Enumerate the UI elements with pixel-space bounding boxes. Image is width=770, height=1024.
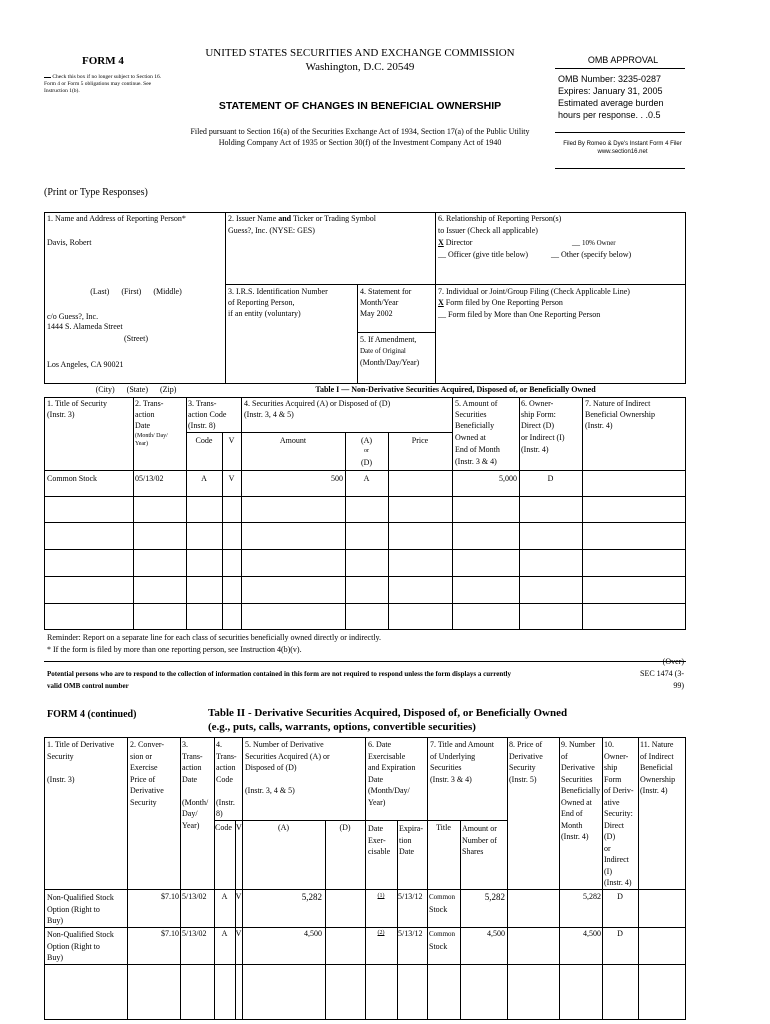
omb-divider	[555, 68, 685, 69]
t2-r1-price[interactable]: $7.10	[161, 892, 179, 901]
t2-r1-date[interactable]: 5/13/02	[182, 892, 207, 901]
one-person-option[interactable]	[438, 298, 563, 307]
t2-c3-l8: Year)	[182, 820, 200, 830]
t2-c10-l10: or	[604, 843, 611, 853]
t1-r1-v[interactable]: V	[228, 474, 235, 483]
t1-vline-code-v	[222, 432, 223, 630]
t2-vline-9	[602, 737, 603, 1020]
t2-c9-l1: 9. Number	[561, 740, 596, 749]
checkbox-note	[44, 74, 164, 95]
hline-box5	[357, 332, 436, 333]
one-person-label: Form filed by One Reporting Person	[445, 298, 563, 307]
t2-r2-exer[interactable]: (2)	[377, 930, 385, 936]
t2-c5-a: (A)	[277, 823, 290, 832]
t2-c3-header	[182, 739, 208, 831]
t2-c7-amount	[462, 823, 497, 858]
t2-c3-l1: 3.	[182, 740, 188, 749]
t2-c10-l6: ative	[604, 797, 620, 807]
t2-c11-l1: 11. Nature	[640, 740, 674, 749]
footer-divider	[44, 661, 686, 662]
t1-h3-3: (Instr. 8)	[188, 421, 216, 430]
t2-r1-form[interactable]: D	[617, 892, 623, 901]
t1-h5-2: Securities	[455, 410, 487, 419]
filed-by-divider-bottom	[555, 168, 685, 169]
t1-h5-3: Beneficially	[455, 421, 495, 430]
t2-r2-ut[interactable]	[429, 929, 455, 952]
box6-label-1: 6. Relationship of Reporting Person(s)	[438, 214, 562, 223]
t1-hline-code	[186, 432, 241, 433]
box4-label-2: Month/Year	[360, 298, 399, 307]
table1-title: Table I — Non-Derivative Securities Acquired, Disposed of, or Beneficially Owned	[315, 385, 596, 394]
t1-h3-code: Code	[195, 436, 213, 445]
t2-c10-l12: (I)	[604, 866, 612, 876]
t2-r1-title-l2: Option (Right to	[47, 904, 100, 914]
t2-vline-2	[180, 737, 181, 1020]
t2-c6-sub2-l1: Expira-	[399, 824, 423, 833]
t1-r1-owned[interactable]: 5,000	[499, 474, 517, 483]
t1-h7-3: (Instr. 4)	[585, 421, 613, 430]
t2-c4-v: V	[236, 823, 242, 832]
t2-r1-ut[interactable]	[429, 892, 455, 915]
t2-r1-ua[interactable]: 5,282	[484, 892, 505, 902]
t1-h3-2: action Code	[188, 410, 227, 419]
t2-c7-amount-l3: Shares	[462, 847, 484, 856]
t2-c5-d: (D)	[339, 823, 351, 832]
t2-c6-l3: and Expiration	[368, 763, 416, 772]
t1-r1-form[interactable]: D	[547, 474, 554, 483]
t2-c6-l5: (Month/Day/	[368, 786, 410, 795]
box4-label-1: 4. Statement for	[360, 287, 412, 296]
t1-h3-v: V	[228, 436, 235, 445]
t2-vline-4	[242, 737, 243, 1020]
t1-hline-col4	[241, 432, 452, 433]
t1-h2-1: 2. Trans-	[135, 399, 164, 408]
t2-c9-l8: Month	[561, 820, 583, 830]
multi-person-mark: __	[438, 310, 446, 319]
page-title: STATEMENT OF CHANGES IN BENEFICIAL OWNERSHIP	[218, 100, 502, 112]
t2-vline-5	[365, 737, 366, 1020]
t2-c4-l2: Trans-	[216, 751, 237, 761]
t2-r2-ua[interactable]: 4,500	[487, 929, 505, 938]
officer-option[interactable]	[438, 250, 528, 259]
filed-pursuant-1: Filed pursuant to Section 16(a) of the Securities Exchange Act of 1934, Section 17(a) of the Public Utility	[190, 127, 530, 136]
t2-c5-l3: Disposed of (D)	[245, 763, 297, 772]
city-state-zip[interactable]: Los Angeles, CA 90021	[47, 360, 124, 369]
t1-hline-r4	[44, 576, 686, 577]
t2-c11-l5: (Instr. 4)	[640, 786, 668, 795]
box2-label	[228, 214, 376, 223]
sec-number-1: SEC 1474 (3-	[640, 669, 684, 678]
t1-h4-amount: Amount	[279, 436, 307, 445]
t2-c10-l8: Direct	[604, 820, 624, 830]
t2-c7-amount-l2: Number of	[462, 835, 497, 845]
t2-c4-l7: 8)	[216, 809, 223, 818]
t1-vline-4	[452, 397, 453, 630]
t2-r1-code[interactable]: A	[221, 892, 228, 901]
t1-h1-1: 1. Title of Security	[47, 399, 108, 408]
t2-c10-l3: ship	[604, 763, 618, 772]
t2-c11-l2: of Indirect	[640, 751, 674, 761]
t2-c4-l5	[216, 785, 237, 797]
t2-c6-sub1-l1: Date	[368, 824, 384, 833]
t2-c7-l3: Securities	[430, 763, 462, 772]
t2-c9-l4: Securities	[561, 774, 593, 784]
t1-r1-amount[interactable]: 500	[331, 474, 343, 483]
ten-pct-owner-option[interactable]	[572, 238, 616, 247]
filed-pursuant-2: Holding Company Act of 1935 or Section 30(f) of the Investment Company Act of 1940	[218, 138, 502, 147]
t1-hline-r5	[44, 603, 686, 604]
t2-hline-sub	[214, 820, 507, 821]
t2-c7-amount-l1: Amount or	[462, 824, 497, 833]
t2-c9-header	[561, 739, 600, 843]
t1-h4-ad-3: (D)	[360, 458, 373, 467]
t2-c2-l5: Derivative	[130, 786, 164, 795]
t1-h6-5: (Instr. 4)	[521, 445, 549, 454]
t2-c11-header	[640, 739, 675, 797]
checkbox-note-text: Check this box if no longer subject to Section 16. Form 4 or Form 5 obligations may continue. See Instruction 1(b).	[44, 74, 162, 94]
address-line-1[interactable]: c/o Guess?, Inc.	[47, 312, 99, 321]
t2-r1-owned[interactable]: 5,282	[583, 892, 601, 901]
t1-h6-2: ship Form:	[521, 410, 556, 419]
ten-pct-label: 10% Owner	[582, 239, 616, 247]
t2-c8-header	[509, 739, 543, 785]
one-person-checkmark: X	[438, 298, 444, 307]
statement-month-year[interactable]: May 2002	[360, 309, 393, 318]
t2-c6-header	[368, 739, 415, 808]
t1-vline-ad	[388, 432, 389, 630]
t2-vline-code-v	[235, 820, 236, 1020]
t2-c1-l1: 1. Title of Derivative	[47, 740, 115, 749]
t2-c10-l11: Indirect	[604, 855, 629, 864]
t2-r1-ut-l2: Stock	[429, 904, 448, 914]
t2-c2-l4: Price of	[130, 774, 156, 784]
t1-h4-price: Price	[411, 436, 429, 445]
t2-c6-sub1-l2: Exer-	[368, 835, 386, 845]
t2-r1-a[interactable]: 5,282	[301, 892, 322, 902]
table2-title-2: (e.g., puts, calls, warrants, options, convertible securities)	[208, 721, 476, 733]
t2-c8-l4: (Instr. 5)	[509, 774, 537, 784]
other-option[interactable]	[551, 250, 631, 259]
t2-c3-l6: (Month/	[182, 797, 209, 807]
t2-c8-l2: Derivative	[509, 751, 543, 761]
t2-c5-header	[245, 739, 330, 797]
t2-hline-header	[44, 889, 686, 890]
t2-c10-l13: (Instr. 4)	[604, 878, 632, 887]
name-columns-label: (Last) (First) (Middle)	[90, 287, 182, 296]
omb-expires: Expires: January 31, 2005	[558, 86, 663, 96]
t2-r2-date[interactable]: 5/13/02	[182, 929, 207, 938]
t2-c1-header	[47, 739, 114, 785]
director-checkmark: X	[438, 238, 444, 247]
t2-c9-l9: (Instr. 4)	[561, 832, 589, 841]
t2-c10-l1: 10.	[604, 740, 614, 749]
t2-c7-l4: (Instr. 3 & 4)	[430, 774, 472, 784]
t1-h2-2: action	[135, 410, 155, 419]
t2-vline-6	[427, 737, 428, 1020]
box1-label: 1. Name and Address of Reporting Person*	[47, 214, 186, 223]
filed-by-2: www.section16.net	[597, 149, 648, 155]
print-type-note: (Print or Type Responses)	[44, 187, 148, 198]
t2-c6-sub2	[399, 823, 423, 858]
t2-c10-l5: of Deriv-	[604, 786, 634, 795]
t2-c2-l6: Security	[130, 797, 157, 807]
t2-c6-sub1-l3: cisable	[368, 847, 391, 856]
t2-r1-v[interactable]: V	[235, 892, 242, 901]
form4-continued: FORM 4 (continued)	[47, 709, 137, 720]
potential-persons-1: Potential persons who are to respond to the collection of information contained in this form are not required to respond unless the form displays a currently	[47, 670, 512, 678]
box7-label: 7. Individual or Joint/Group Filing (Check Applicable Line)	[438, 287, 630, 296]
agency-city: Washington, D.C. 20549	[305, 61, 415, 73]
t2-vline-3	[214, 737, 215, 1020]
t2-c10-l2: Owner-	[604, 751, 629, 761]
t2-c3-l2: Trans-	[182, 751, 203, 761]
omb-burden-1: Estimated average burden	[558, 98, 664, 108]
t2-c9-l2: of	[561, 751, 568, 761]
t2-r2-title[interactable]	[47, 929, 114, 964]
t2-vline-7	[507, 737, 508, 1020]
other-label: Other (specify below)	[561, 250, 632, 259]
t2-r2-owned[interactable]: 4,500	[583, 929, 601, 938]
t1-h2-3: Date	[135, 421, 151, 430]
t1-hline-header	[44, 470, 686, 471]
vline-box1	[225, 212, 226, 384]
t2-vline-exp	[397, 820, 398, 1020]
asterisk-note: * If the form is filed by more than one reporting person, see Instruction 4(b)(v).	[47, 645, 302, 654]
box5-label-2: Date of Original	[360, 347, 406, 355]
t2-c4-header	[216, 739, 237, 820]
t2-c6-l4: Date	[368, 774, 384, 784]
t1-h5-1: 5. Amount of	[455, 399, 498, 408]
t2-r1-exer[interactable]: (1)	[377, 893, 385, 899]
t1-hline-r1	[44, 496, 686, 497]
t1-r1-title[interactable]: Common Stock	[47, 474, 98, 483]
reporting-person-name[interactable]: Davis, Robert	[47, 238, 92, 247]
t2-r2-ut-l2: Stock	[429, 941, 448, 951]
box5-label-3: (Month/Day/Year)	[360, 358, 420, 367]
t2-c4-code: Code	[215, 823, 232, 832]
box3-label-2: of Reporting Person,	[228, 298, 295, 307]
box2-label-pre: 2. Issuer Name	[228, 214, 279, 223]
t1-h5-4: Owned at	[455, 433, 486, 442]
t1-h4-ad-1: (A)	[360, 436, 373, 445]
reminder-text: Reminder: Report on a separate line for each class of securities beneficially owned directly or indirectly.	[47, 633, 382, 642]
hline-row2	[225, 284, 686, 285]
t2-c7-l1: 7. Title and Amount	[430, 740, 495, 749]
potential-persons-2: valid OMB control number	[47, 682, 129, 690]
t2-r2-form[interactable]: D	[617, 929, 623, 938]
other-mark: __	[551, 250, 559, 259]
t1-vline-5	[519, 397, 520, 630]
box6-label-2: to Issuer (Check all applicable)	[438, 226, 538, 235]
t2-r2-exp[interactable]: 5/13/12	[398, 929, 423, 938]
t2-r2-title-l3: Buy)	[47, 953, 63, 962]
t1-hline-r3	[44, 549, 686, 550]
t2-r2-code[interactable]: A	[221, 929, 228, 938]
t1-h7-2: Beneficial Ownership	[585, 410, 655, 419]
t2-hline-r2	[44, 964, 686, 965]
t1-h4-1: 4. Securities Acquired (A) or Disposed of (D)	[244, 399, 391, 408]
t2-c7-l2: of Underlying	[430, 751, 476, 761]
box3-label-1: 3. I.R.S. Identification Number	[228, 287, 328, 296]
t1-r1-code[interactable]: A	[201, 474, 207, 483]
multi-person-label: Form filed by More than One Reporting Person	[448, 310, 601, 319]
t1-r1-date[interactable]: 05/13/02	[135, 474, 164, 483]
t2-c9-l7: End of	[561, 809, 583, 818]
t2-c6-sub2-l2: tion	[399, 835, 412, 845]
t2-c7-header	[430, 739, 494, 785]
officer-mark: __	[438, 250, 446, 259]
t2-c4-l6: (Instr.	[216, 797, 235, 807]
vline-box6	[435, 212, 436, 384]
t1-h5-5: End of Month	[455, 445, 500, 454]
t2-c6-l6: Year)	[368, 797, 386, 807]
t1-h2-4: (Month/ Day/	[135, 433, 168, 439]
t2-r2-v[interactable]: V	[235, 929, 242, 938]
t2-c5-l2: Securities Acquired (A) or	[245, 751, 330, 761]
t2-c6-l1: 6. Date	[368, 740, 392, 749]
ten-pct-mark: __	[572, 238, 580, 247]
t2-c1-l3	[47, 762, 114, 774]
t1-h3-1: 3. Trans-	[188, 399, 217, 408]
t1-r1-ad[interactable]: A	[363, 474, 370, 483]
t2-c1-l4: (Instr. 3)	[47, 774, 75, 784]
box5-label-1: 5. If Amendment,	[360, 335, 417, 344]
t1-h2-5: Year)	[135, 441, 149, 447]
t2-c3-l3: action	[182, 763, 202, 772]
t2-c9-l6: Owned at	[561, 797, 592, 807]
t2-vline-10	[638, 737, 639, 1020]
t2-r1-title-l3: Buy)	[47, 916, 63, 925]
t2-c10-header	[604, 739, 634, 889]
t2-c2-l3: Exercise	[130, 763, 158, 772]
t2-c2-l1: 2. Conver-	[130, 740, 165, 749]
t2-c10-l7: Security:	[604, 809, 633, 818]
no-longer-subject-checkbox[interactable]	[44, 77, 51, 78]
officer-label: Officer (give title below)	[448, 250, 529, 259]
t1-h6-4: or Indirect (I)	[521, 433, 565, 442]
t2-c4-l4: Code	[216, 774, 233, 784]
t2-c9-l3: Derivative	[561, 763, 595, 772]
t2-c5-l1: 5. Number of Derivative	[245, 740, 324, 749]
city-state-zip-label: (City) (State) (Zip)	[95, 385, 177, 394]
t2-hline-r1	[44, 927, 686, 928]
omb-number: OMB Number: 3235-0287	[558, 74, 662, 84]
t2-r2-ut-l1: Common	[429, 930, 456, 938]
over-label: (Over)	[662, 657, 684, 666]
t2-r1-title[interactable]	[47, 892, 114, 927]
t2-c11-l4: Ownership	[640, 774, 676, 784]
t2-c6-sub1	[368, 823, 390, 858]
t1-h4-ad-2: or	[364, 448, 369, 454]
t2-c9-l5: Beneficially	[561, 786, 601, 795]
t1-h6-1: 6. Owner-	[521, 399, 554, 408]
director-option[interactable]	[438, 238, 472, 247]
t2-vline-1	[127, 737, 128, 1020]
t2-r1-title-l1: Non-Qualified Stock	[47, 893, 114, 902]
t1-h1-2: (Instr. 3)	[47, 410, 75, 419]
t2-c3-l7: Day/	[182, 809, 198, 818]
omb-burden-2: hours per response. . .0.5	[558, 110, 661, 120]
box2-label-post: Ticker or Trading Symbol	[291, 214, 377, 223]
t2-r2-title-l1: Non-Qualified Stock	[47, 930, 114, 939]
agency-name: UNITED STATES SECURITIES AND EXCHANGE COMMISSION	[205, 47, 515, 59]
t2-r2-price[interactable]: $7.10	[161, 929, 179, 938]
t1-h6-3: Direct (D)	[521, 421, 555, 430]
t2-c11-l3: Beneficial	[640, 763, 673, 772]
t2-c10-l4: Form	[604, 774, 622, 784]
t2-r1-exp[interactable]: 5/13/12	[398, 892, 423, 901]
t2-c1-l2: Security	[47, 751, 74, 761]
t2-c2-l2: sion or	[130, 751, 152, 761]
t1-hline-r2	[44, 522, 686, 523]
sec-number-2: 99)	[673, 681, 684, 690]
t2-vline-ua	[460, 820, 461, 1020]
t2-c5-l5: (Instr. 3, 4 & 5)	[245, 786, 295, 795]
filed-by-1: Filed By Romeo & Dye's Instant Form 4 Filer	[563, 141, 682, 147]
box3-label-3: if an entity (voluntary)	[228, 309, 301, 318]
t1-vline-6	[582, 397, 583, 630]
t2-c4-l3: action	[216, 763, 236, 772]
t2-c6-sub2-l3: Date	[399, 847, 415, 856]
t2-c10-l9: (D)	[604, 832, 616, 841]
t1-h4-2: (Instr. 3, 4 & 5)	[244, 410, 294, 419]
table2-title-1: Table II - Derivative Securities Acquired, Disposed of, or Beneficially Owned	[208, 707, 568, 719]
street-label: (Street)	[124, 334, 148, 343]
t2-c8-l3: Security	[509, 763, 536, 772]
t2-c7-title: Title	[436, 823, 451, 832]
t2-c3-l4: Date	[182, 774, 198, 784]
vline-box4	[357, 284, 358, 384]
multi-person-option[interactable]	[438, 310, 600, 319]
box2-label-and: and	[278, 214, 292, 223]
t2-vline-8	[559, 737, 560, 1020]
form-label: FORM 4	[82, 55, 124, 67]
t1-vline-1	[133, 397, 134, 630]
issuer-name[interactable]: Guess?, Inc. (NYSE: GES)	[228, 226, 315, 235]
t2-r1-ut-l1: Common	[429, 893, 456, 901]
t1-h5-6: (Instr. 3 & 4)	[455, 457, 497, 466]
t2-r2-title-l2: Option (Right to	[47, 941, 100, 951]
t2-r2-a[interactable]: 4,500	[304, 929, 322, 938]
t2-c6-l2: Exercisable	[368, 751, 406, 761]
director-label: Director	[445, 238, 473, 247]
t2-c2-header	[130, 739, 164, 808]
address-line-2[interactable]: 1444 S. Alameda Street	[47, 322, 123, 331]
t1-h7-1: 7. Nature of Indirect	[585, 399, 651, 408]
t2-vline-ad	[325, 820, 326, 1020]
omb-approval: OMB APPROVAL	[587, 55, 659, 65]
t2-c8-l1: 8. Price of	[509, 740, 543, 749]
t2-c5-l4	[245, 774, 330, 786]
t2-c3-l5	[182, 785, 208, 797]
t2-c4-l1: 4.	[216, 740, 222, 749]
filed-by-divider-top	[555, 132, 685, 133]
